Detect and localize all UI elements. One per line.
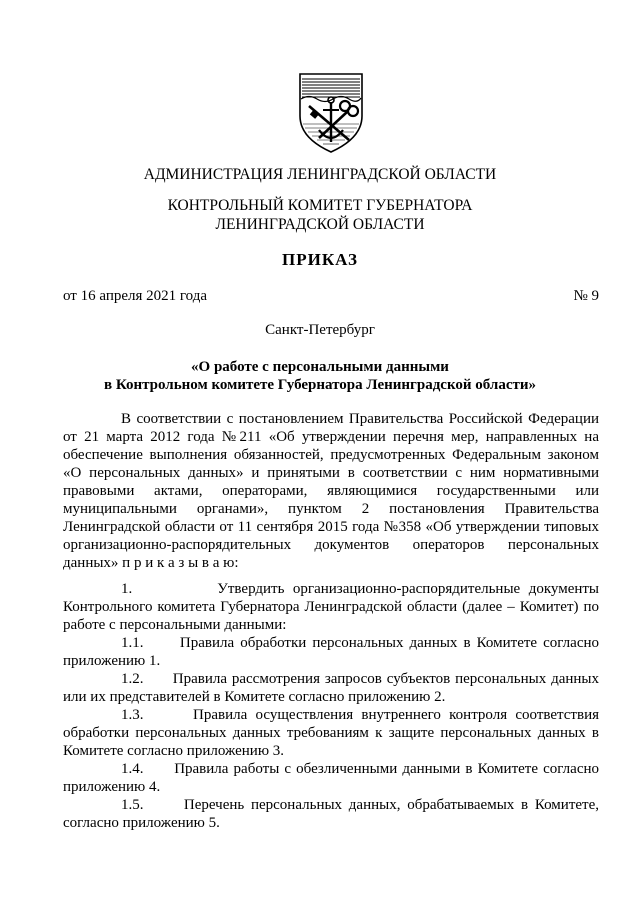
administration-title: АДМИНИСТРАЦИЯ ЛЕНИНГРАДСКОЙ ОБЛАСТИ	[143, 166, 497, 183]
document-type: ПРИКАЗ	[282, 250, 358, 269]
document-heading	[0, 358, 640, 394]
coat-of-arms-icon	[297, 72, 365, 154]
document-heading-line-1: «О работе с персональными данными	[191, 359, 449, 375]
order-items-list	[63, 580, 599, 832]
item-number: 1.2.	[121, 671, 144, 687]
item-text: Утвердить организационно-распорядительные документы Контрольного комитета Губернатора Ленинградской области (далее – Комитет) по работе с персональными данными:	[63, 581, 600, 633]
item-number: 1.	[121, 581, 133, 597]
item-number: 1.5.	[121, 797, 144, 813]
list-item	[63, 670, 599, 706]
item-text: Правила обработки персональных данных в Комитете согласно приложению 1.	[63, 635, 600, 669]
intro-paragraph: В соответствии с постановлением Правительства Российской Федерации от 21 марта 2012 года №211 «Об утверждении перечня мер, направленных на обеспечение выполнения обязанностей, предусмотренных Федеральным законом «О персональных данных» и принятыми в соответствии с ним нормативными правовыми актами, операторами, являющимися государственными или муниципальными органами», пунктом 2 постановления Правительства Ленинградской области от 11 сентября 2015 года №358 «Об утверждении типовых организационно-распорядительных документов операторов персональных данных» п р и к а з ы в а ю:	[63, 411, 599, 571]
intro-paragraph-block	[63, 410, 599, 572]
list-item	[63, 706, 599, 760]
item-text: Правила осуществления внутреннего контроля соответствия обработки персональных данных требованиям к защите персональных данных в Комитете согласно приложению 3.	[63, 707, 600, 759]
list-item	[63, 760, 599, 796]
item-number: 1.4.	[121, 761, 144, 777]
date-number-row	[63, 288, 599, 305]
document-number: № 9	[573, 288, 599, 304]
document-date: от 16 апреля 2021 года	[63, 288, 208, 304]
document-heading-line-2: в Контрольном комитете Губернатора Ленинградской области»	[103, 377, 536, 393]
item-text: Правила рассмотрения запросов субъектов персональных данных или их представителей в Комитете согласно приложению 2.	[63, 671, 599, 705]
list-item	[63, 580, 599, 634]
list-item	[63, 634, 599, 670]
committee-title	[0, 196, 640, 234]
item-number: 1.1.	[121, 635, 144, 651]
item-text: Правила работы с обезличенными данными в Комитете согласно приложению 4.	[63, 761, 599, 795]
item-text: Перечень персональных данных, обрабатываемых в Комитете, согласно приложению 5.	[63, 797, 600, 831]
committee-title-line-2: ЛЕНИНГРАДСКОЙ ОБЛАСТИ	[215, 216, 425, 233]
committee-title-line-1: КОНТРОЛЬНЫЙ КОМИТЕТ ГУБЕРНАТОРА	[167, 197, 473, 214]
document-city: Санкт-Петербург	[265, 322, 375, 338]
list-item	[63, 796, 599, 832]
item-number: 1.3.	[121, 707, 144, 723]
